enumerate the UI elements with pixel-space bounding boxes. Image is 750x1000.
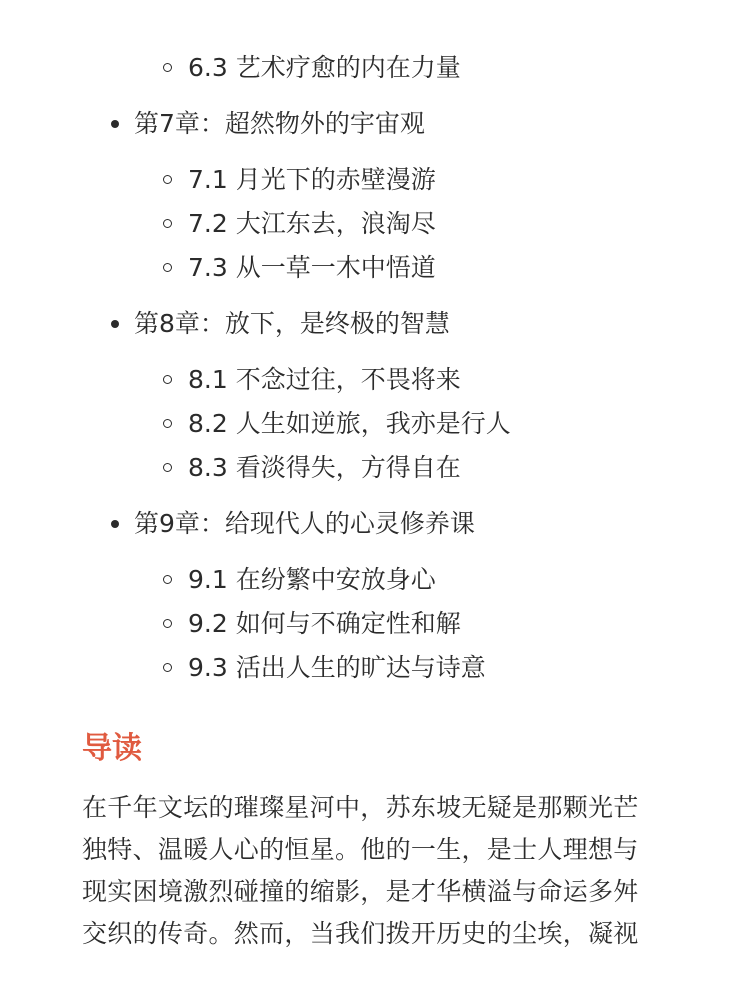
intro-paragraph <box>82 787 682 955</box>
toc-item-text: 第9章：给现代人的心灵修养课 <box>134 509 475 538</box>
toc-section-item <box>0 558 750 602</box>
hollow-bullet-icon <box>163 463 172 472</box>
intro-line: 独特、温暖人心的恒星。他的一生，是士人理想与 <box>82 835 639 864</box>
hollow-bullet-icon <box>163 63 172 72</box>
toc-item-text: 7.1 月光下的赤壁漫游 <box>188 165 436 194</box>
toc-section-item <box>0 46 750 90</box>
toc-section-item <box>0 402 750 446</box>
solid-bullet-icon <box>111 120 119 128</box>
toc-item-text: 第7章：超然物外的宇宙观 <box>134 109 425 138</box>
toc-item-text: 9.2 如何与不确定性和解 <box>188 609 461 638</box>
toc-item-text: 8.2 人生如逆旅，我亦是行人 <box>188 409 511 438</box>
toc-item-text: 7.2 大江东去，浪淘尽 <box>188 209 436 238</box>
hollow-bullet-icon <box>163 375 172 384</box>
toc-section-item <box>0 246 750 290</box>
toc-item-text: 9.1 在纷繁中安放身心 <box>188 565 436 594</box>
solid-bullet-icon <box>111 520 119 528</box>
toc-item-text: 8.3 看淡得失，方得自在 <box>188 453 461 482</box>
hollow-bullet-icon <box>163 419 172 428</box>
intro-heading: 导读 <box>82 731 142 766</box>
toc-section-item <box>0 646 750 690</box>
toc-section-item <box>0 446 750 490</box>
toc-chapter-item <box>0 102 750 146</box>
toc-section-item <box>0 202 750 246</box>
toc-item-text: 8.1 不念过往，不畏将来 <box>188 365 461 394</box>
intro-line: 现实困境激烈碰撞的缩影，是才华横溢与命运多舛 <box>82 877 639 906</box>
hollow-bullet-icon <box>163 619 172 628</box>
table-of-contents <box>0 46 750 690</box>
toc-item-text: 第8章：放下，是终极的智慧 <box>134 309 450 338</box>
toc-item-text: 6.3 艺术疗愈的内在力量 <box>188 53 461 82</box>
toc-chapter-item <box>0 502 750 546</box>
hollow-bullet-icon <box>163 663 172 672</box>
toc-section-item <box>0 602 750 646</box>
hollow-bullet-icon <box>163 263 172 272</box>
toc-section-item <box>0 158 750 202</box>
hollow-bullet-icon <box>163 575 172 584</box>
toc-chapter-item <box>0 302 750 346</box>
toc-item-text: 7.3 从一草一木中悟道 <box>188 253 436 282</box>
hollow-bullet-icon <box>163 175 172 184</box>
hollow-bullet-icon <box>163 219 172 228</box>
intro-line: 交织的传奇。然而，当我们拨开历史的尘埃，凝视 <box>82 919 639 948</box>
intro-line: 在千年文坛的璀璨星河中，苏东坡无疑是那颗光芒 <box>82 793 639 822</box>
toc-section-item <box>0 358 750 402</box>
toc-item-text: 9.3 活出人生的旷达与诗意 <box>188 653 486 682</box>
solid-bullet-icon <box>111 320 119 328</box>
